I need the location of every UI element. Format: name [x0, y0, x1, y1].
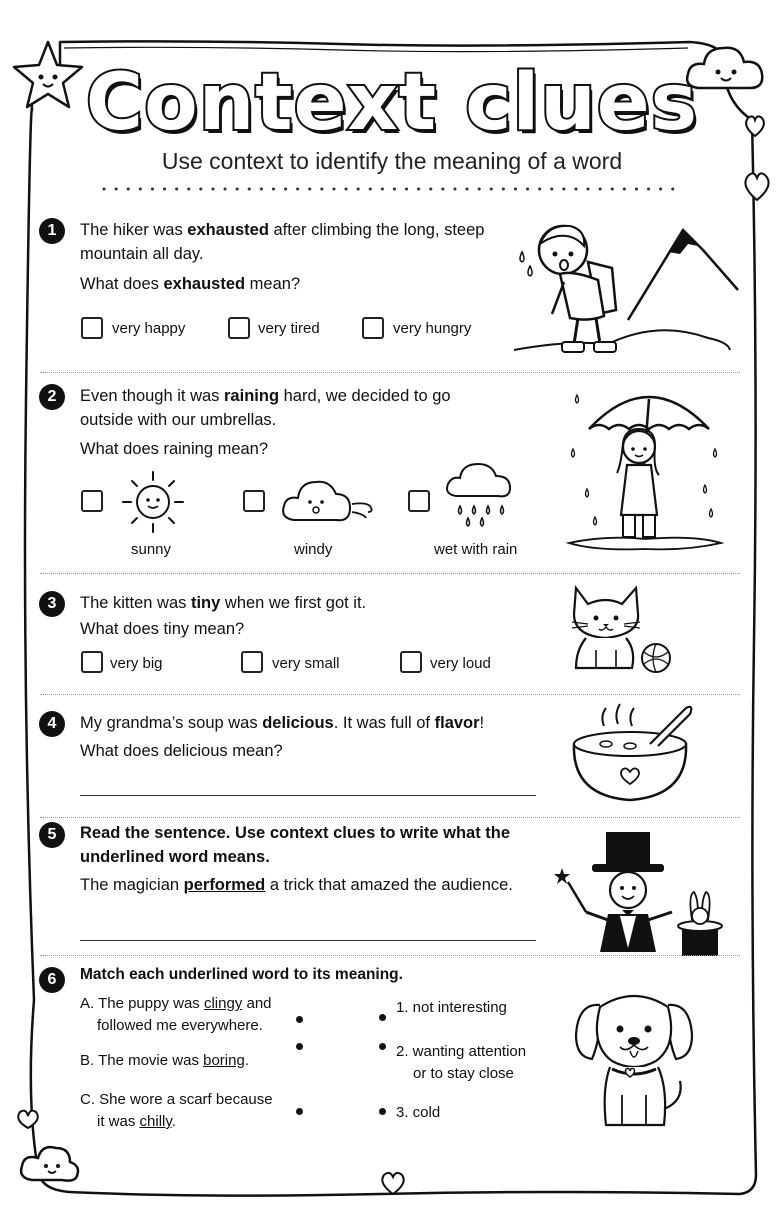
question-instruction: Match each underlined word to its meaning.: [80, 966, 403, 983]
answer-option: sunny: [131, 541, 172, 558]
soup-bowl-illustration: [570, 700, 700, 810]
title-divider: [102, 186, 682, 192]
answer-option: very loud: [430, 655, 491, 672]
match-item-right: 2. wanting attention or to stay close: [396, 1043, 527, 1082]
match-item-left: C. She wore a scarf because it was chilly.: [80, 1091, 273, 1130]
question-prompt: What does tiny mean?: [80, 620, 245, 638]
section-divider: [40, 573, 740, 574]
section-divider: [40, 372, 740, 373]
question-number: 6: [39, 967, 65, 993]
question-sentence: The kitten was tiny when we first got it.: [80, 594, 367, 612]
question-prompt: What does exhausted mean?: [80, 275, 301, 293]
question-sentence: The magician performed a trick that amazed the audience.: [80, 876, 513, 894]
answer-option: windy: [294, 541, 333, 558]
answer-checkbox[interactable]: [228, 317, 250, 339]
answer-checkbox[interactable]: [81, 317, 103, 339]
heart-icon: [378, 1170, 408, 1196]
question-sentence: Even though it was raining hard, we decided to go outside with our umbrellas.: [80, 387, 451, 429]
question-sentence: My grandma’s soup was delicious. It was full of flavor!: [80, 714, 485, 732]
answer-option: very small: [272, 655, 340, 672]
sun-icon: [118, 468, 188, 536]
puppy-illustration: [572, 985, 702, 1135]
hiker-illustration: [508, 210, 738, 365]
rain-cloud-icon: [444, 460, 514, 530]
match-dot[interactable]: [379, 1014, 386, 1021]
question-number: 3: [39, 591, 65, 617]
match-dot[interactable]: [379, 1043, 386, 1050]
answer-checkbox[interactable]: [400, 651, 422, 673]
question-number: 5: [39, 822, 65, 848]
answer-option: very happy: [112, 320, 186, 337]
girl-umbrella-illustration: [565, 385, 725, 555]
match-item-right: 3. cold: [396, 1104, 441, 1121]
match-item-left: A. The puppy was clingy and followed me everywhere.: [80, 995, 272, 1034]
match-dot[interactable]: [379, 1108, 386, 1115]
wind-cloud-icon: [280, 470, 380, 530]
answer-checkbox[interactable]: [408, 490, 430, 512]
answer-checkbox[interactable]: [241, 651, 263, 673]
answer-option: wet with rain: [434, 541, 518, 558]
question-prompt: What does delicious mean?: [80, 742, 283, 760]
question-sentence: The hiker was exhausted after climbing the long, steep mountain all day.: [80, 221, 485, 263]
section-divider: [40, 955, 740, 956]
magician-illustration: [552, 828, 722, 963]
match-dot[interactable]: [296, 1043, 303, 1050]
match-dot[interactable]: [296, 1108, 303, 1115]
match-item-left: B. The movie was boring.: [80, 1052, 249, 1069]
answer-option: very big: [110, 655, 163, 672]
question-instruction: Read the sentence. Use context clues to write what the underlined word means.: [80, 824, 511, 866]
answer-line[interactable]: [80, 795, 536, 796]
question-number: 1: [39, 218, 65, 244]
page-title: Context clues: [85, 58, 699, 148]
section-divider: [40, 817, 740, 818]
answer-checkbox[interactable]: [81, 490, 103, 512]
kitten-illustration: [566, 580, 678, 680]
match-dot[interactable]: [296, 1016, 303, 1023]
cloud-icon: [8, 1108, 88, 1188]
answer-checkbox[interactable]: [243, 490, 265, 512]
question-number: 2: [39, 384, 65, 410]
answer-checkbox[interactable]: [362, 317, 384, 339]
question-prompt: What does raining mean?: [80, 440, 269, 458]
answer-line[interactable]: [80, 940, 536, 941]
question-number: 4: [39, 711, 65, 737]
answer-option: very hungry: [393, 320, 472, 337]
match-item-right: 1. not interesting: [396, 999, 507, 1016]
section-divider: [40, 694, 740, 695]
page-subtitle: Use context to identify the meaning of a word: [161, 148, 623, 174]
answer-checkbox[interactable]: [81, 651, 103, 673]
answer-option: very tired: [258, 320, 320, 337]
